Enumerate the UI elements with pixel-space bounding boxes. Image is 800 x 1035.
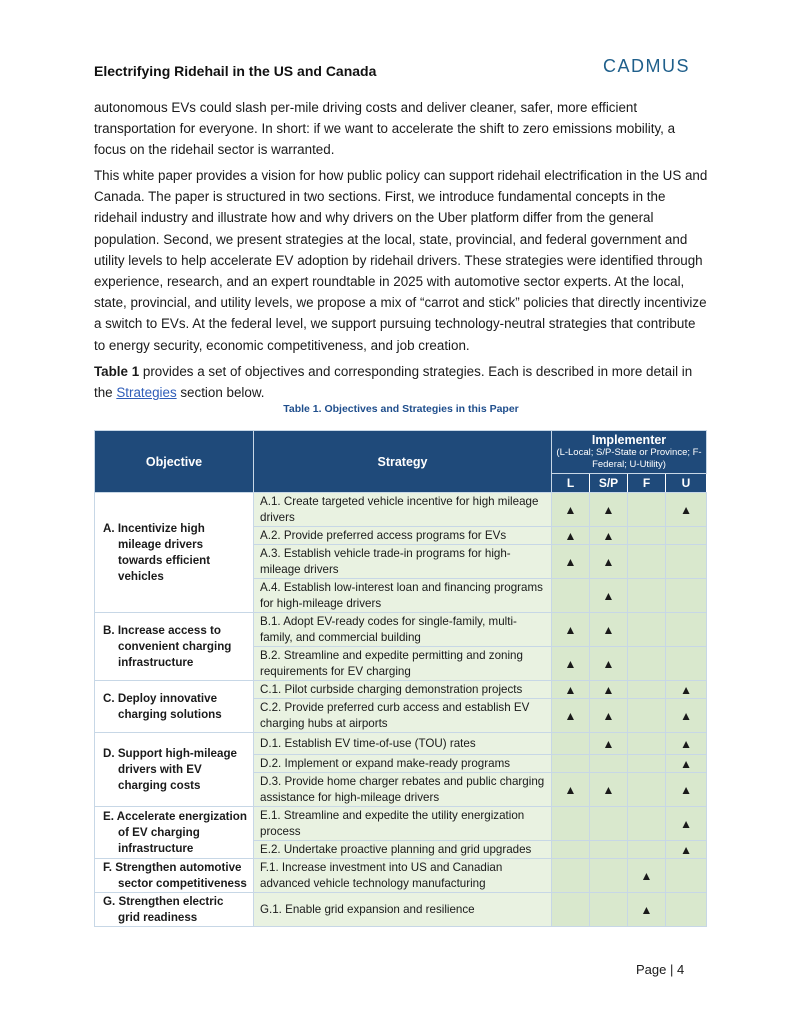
strategy-cell: D.2. Implement or expand make-ready programs [254, 755, 552, 773]
implementer-title: Implementer [591, 433, 667, 447]
objective-label: B. Increase access to convenient charging infrastructure [103, 623, 232, 669]
implementer-cell-utility [666, 893, 707, 927]
implementer-cell-state-province [590, 755, 628, 773]
triangle-marker-icon: ▲ [564, 682, 577, 697]
implementer-cell-state-province [590, 493, 628, 527]
implementer-cell-utility [666, 859, 707, 893]
implementer-cell-federal [628, 841, 666, 859]
implementer-cell-utility [666, 681, 707, 699]
implementer-cell-state-province [590, 859, 628, 893]
implementer-cell-utility [666, 545, 707, 579]
triangle-marker-icon: ▲ [602, 622, 615, 637]
triangle-marker-icon: ▲ [564, 622, 577, 637]
objective-cell [95, 893, 254, 927]
page-number: Page | 4 [636, 962, 685, 977]
implementer-cell-state-province [590, 613, 628, 647]
triangle-marker-icon: ▲ [602, 782, 615, 797]
strategy-cell: D.1. Establish EV time-of-use (TOU) rates [254, 733, 552, 755]
implementer-cell-local [552, 841, 590, 859]
implementer-cell-federal [628, 647, 666, 681]
triangle-marker-icon: ▲ [602, 588, 615, 603]
implementer-cell-utility [666, 527, 707, 545]
implementer-cell-local [552, 493, 590, 527]
triangle-marker-icon: ▲ [680, 682, 692, 697]
strategy-cell: A.1. Create targeted vehicle incentive for high mileage drivers [254, 493, 552, 527]
triangle-marker-icon: ▲ [602, 736, 615, 751]
objective-label: C. Deploy innovative charging solutions [103, 691, 222, 721]
implementer-cell-local [552, 699, 590, 733]
objective-label: F. Strengthen automotive sector competitiveness [103, 860, 247, 890]
implementer-cell-state-province [590, 733, 628, 755]
table-row [95, 893, 707, 927]
strategy-cell: F.1. Increase investment into US and Canadian advanced vehicle technology manufacturing [254, 859, 552, 893]
strategy-cell: C.2. Provide preferred curb access and establish EV charging hubs at airports [254, 699, 552, 733]
implementer-cell-local [552, 807, 590, 841]
table-caption: Table 1. Objectives and Strategies in this Paper [283, 403, 519, 415]
triangle-marker-icon: ▲ [680, 708, 692, 723]
implementer-cell-local [552, 579, 590, 613]
body-paragraph-3 [94, 361, 708, 403]
implementer-cell-local [552, 647, 590, 681]
objective-cell [95, 807, 254, 859]
implementer-legend: (L-Local; S/P-State or Province; F-Federal; U-Utility) [556, 447, 702, 470]
strategy-cell: C.1. Pilot curbside charging demonstration projects [254, 681, 552, 699]
triangle-marker-icon: ▲ [564, 528, 577, 543]
implementer-cell-utility [666, 841, 707, 859]
objective-cell [95, 681, 254, 733]
implementer-cell-state-province [590, 579, 628, 613]
triangle-marker-icon: ▲ [602, 682, 615, 697]
table-row [95, 859, 707, 893]
header-code-utility: U [666, 474, 707, 493]
paragraph-3-text: provides a set of objectives and corresponding strategies. Each is described in more detail in the [94, 364, 693, 401]
implementer-cell-state-province [590, 893, 628, 927]
implementer-cell-federal [628, 579, 666, 613]
implementer-cell-federal [628, 545, 666, 579]
implementer-cell-federal [628, 681, 666, 699]
triangle-marker-icon: ▲ [564, 502, 577, 517]
body-paragraph-1: autonomous EVs could slash per-mile driving costs and deliver cleaner, safer, more efficient transportation for everyone. In short: if we want to accelerate the shift to zero emissions mobility, a focus on the ridehail sector is warranted. [94, 100, 676, 158]
implementer-cell-federal [628, 699, 666, 733]
header-code-local: L [552, 474, 590, 493]
triangle-marker-icon: ▲ [602, 502, 615, 517]
triangle-marker-icon: ▲ [602, 708, 615, 723]
header-code-state-province: S/P [590, 474, 628, 493]
implementer-cell-state-province [590, 699, 628, 733]
strategy-cell: G.1. Enable grid expansion and resilience [254, 893, 552, 927]
implementer-cell-state-province [590, 681, 628, 699]
implementer-cell-local [552, 527, 590, 545]
implementer-cell-federal [628, 733, 666, 755]
implementer-cell-utility [666, 579, 707, 613]
objective-label: G. Strengthen electric grid readiness [103, 894, 224, 924]
strategy-cell: A.3. Establish vehicle trade-in programs for high-mileage drivers [254, 545, 552, 579]
implementer-cell-local [552, 681, 590, 699]
implementer-cell-utility [666, 647, 707, 681]
strategy-cell: E.2. Undertake proactive planning and grid upgrades [254, 841, 552, 859]
triangle-marker-icon: ▲ [564, 554, 577, 569]
objectives-strategies-table [94, 430, 707, 927]
objective-label: A. Incentivize high mileage drivers towards efficient vehicles [103, 521, 211, 583]
table-row [95, 493, 707, 527]
implementer-cell-state-province [590, 773, 628, 807]
triangle-marker-icon: ▲ [640, 868, 653, 883]
objective-label: D. Support high-mileage drivers with EV charging costs [103, 746, 237, 792]
table-reference: Table 1 [94, 364, 140, 379]
strategy-cell: A.2. Provide preferred access programs for EVs [254, 527, 552, 545]
triangle-marker-icon: ▲ [564, 782, 577, 797]
header-strategy: Strategy [254, 431, 552, 493]
table-row [95, 613, 707, 647]
implementer-cell-utility [666, 807, 707, 841]
triangle-marker-icon: ▲ [680, 816, 692, 831]
implementer-cell-utility [666, 755, 707, 773]
table-row [95, 733, 707, 755]
triangle-marker-icon: ▲ [602, 656, 615, 671]
strategies-link[interactable]: Strategies [116, 385, 177, 401]
implementer-cell-local [552, 733, 590, 755]
triangle-marker-icon: ▲ [680, 756, 692, 771]
table-row [95, 681, 707, 699]
implementer-cell-state-province [590, 841, 628, 859]
implementer-cell-federal [628, 613, 666, 647]
paragraph-3-end: section below. [176, 385, 265, 401]
triangle-marker-icon: ▲ [680, 502, 692, 517]
triangle-marker-icon: ▲ [680, 782, 692, 797]
strategy-cell: B.2. Streamline and expedite permitting and zoning requirements for EV charging [254, 647, 552, 681]
implementer-cell-state-province [590, 545, 628, 579]
body-paragraph-2: This white paper provides a vision for how public policy can support ridehail electrification in the US and Canada. The paper is structured in two sections. First, we introduce fundamental concepts in the ridehail industry and illustrate how and why drivers on the Uber platform differ from the general population. Second, we present strategies at the local, state, provincial, and federal government and utility levels to help accelerate EV adoption by ridehail drivers. These strategies were identified through experience, research, and an expert roundtable in 2025 with automotive sector experts. At the local, state, provincial, and utility levels, we propose a mix of “carrot and stick” policies that directly incentivize a switch to EVs. At the federal level, we support pursuing technology-neutral strategies that contribute to energy security, economic competitiveness, and job creation. [94, 168, 708, 353]
strategy-cell: E.1. Streamline and expedite the utility energization process [254, 807, 552, 841]
implementer-cell-federal [628, 773, 666, 807]
header-code-federal: F [628, 474, 666, 493]
triangle-marker-icon: ▲ [602, 554, 615, 569]
triangle-marker-icon: ▲ [640, 902, 653, 917]
implementer-cell-federal [628, 755, 666, 773]
implementer-cell-utility [666, 773, 707, 807]
triangle-marker-icon: ▲ [602, 528, 615, 543]
implementer-cell-utility [666, 699, 707, 733]
implementer-cell-federal [628, 893, 666, 927]
strategy-cell: D.3. Provide home charger rebates and public charging assistance for high-mileage drivers [254, 773, 552, 807]
strategy-cell: A.4. Establish low-interest loan and financing programs for high-mileage drivers [254, 579, 552, 613]
implementer-cell-local [552, 773, 590, 807]
implementer-cell-local [552, 893, 590, 927]
implementer-cell-utility [666, 613, 707, 647]
implementer-cell-utility [666, 733, 707, 755]
header-objective: Objective [95, 431, 254, 493]
implementer-cell-state-province [590, 527, 628, 545]
implementer-cell-state-province [590, 647, 628, 681]
triangle-marker-icon: ▲ [564, 656, 577, 671]
objective-cell [95, 613, 254, 681]
implementer-cell-local [552, 859, 590, 893]
objective-cell [95, 493, 254, 613]
objective-cell [95, 859, 254, 893]
header-implementer [552, 431, 707, 474]
document-header-title: Electrifying Ridehail in the US and Canada [94, 63, 377, 79]
implementer-cell-federal [628, 493, 666, 527]
implementer-cell-local [552, 545, 590, 579]
implementer-cell-utility [666, 493, 707, 527]
cadmus-logo: CADMUS [603, 56, 691, 76]
table-row [95, 807, 707, 841]
strategy-cell: B.1. Adopt EV-ready codes for single-family, multi-family, and commercial building [254, 613, 552, 647]
implementer-cell-federal [628, 859, 666, 893]
objective-cell [95, 733, 254, 807]
objective-label: E. Accelerate energization of EV charging infrastructure [103, 809, 247, 855]
implementer-cell-local [552, 613, 590, 647]
implementer-cell-state-province [590, 807, 628, 841]
triangle-marker-icon: ▲ [680, 842, 692, 857]
triangle-marker-icon: ▲ [564, 708, 577, 723]
triangle-marker-icon: ▲ [680, 736, 692, 751]
implementer-cell-federal [628, 527, 666, 545]
implementer-cell-federal [628, 807, 666, 841]
implementer-cell-local [552, 755, 590, 773]
